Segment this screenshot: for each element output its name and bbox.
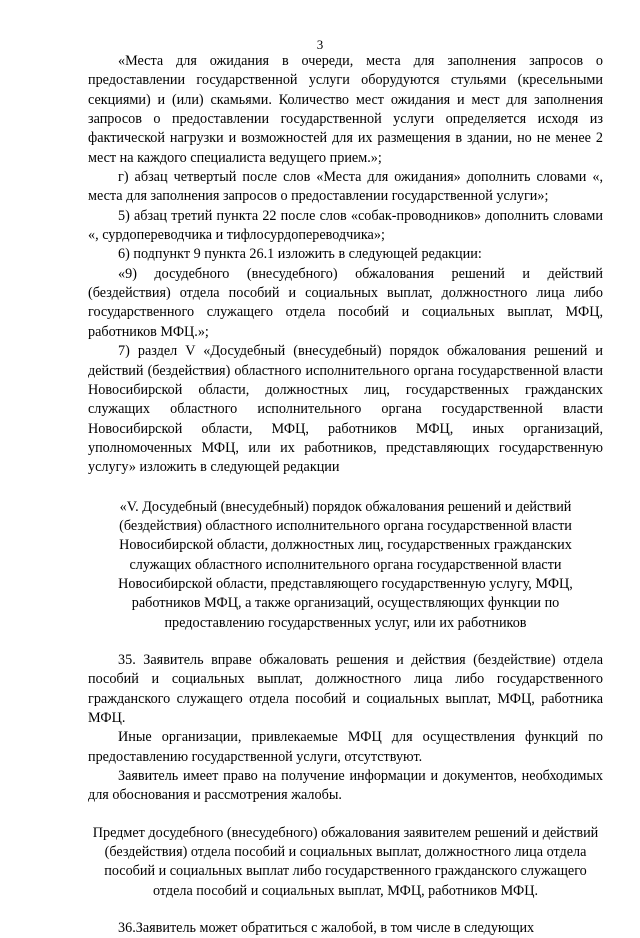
paragraph: Заявитель имеет право на получение информации и документов, необходимых для обоснования и рассмотрения жалобы.: [88, 768, 603, 804]
spacer: [88, 901, 603, 919]
paragraph: «9) досудебного (внесудебного) обжалования решений и действий (бездействия) отдела пособий и социальных выплат, должностного лица либо государственного служащего отдела пособий и социальных выплат, МФЦ, работников МФЦ.»;: [88, 265, 603, 340]
spacer: [88, 478, 603, 498]
paragraph: 7) раздел V «Досудебный (внесудебный) порядок обжалования решений и действий (бездействия) областного исполнительного органа государственной власти Новосибирской области, должностных лиц, государственных гражданских служащих областного исполнительного органа государственной власти Новосибирской области, МФЦ, работников МФЦ, иных организаций, уполномоченных МФЦ, или их работников, представляющих государственную услугу» изложить в следующей редакции: [88, 343, 603, 476]
paragraph: «Места для ожидания в очереди, места для заполнения запросов о предоставлении государственной услуги оборудуются стульями (кресельными секциями) и (или) скамьями. Количество мест ожидания и мест для заполнения запросов о предоставлении государственной услуги определяется исходя из фактической нагрузки и возможностей для их размещения в здании, но не менее 2 мест на каждого специалиста ведущего прием.»;: [88, 53, 603, 166]
section-heading: «V. Досудебный (внесудебный) порядок обжалования решений и действий (бездействия) областного исполнительного органа государственной власти Новосибирской области, должностных лиц, государственных гражданских служащих областного исполнительного органа государственной власти Новосибирской области, представляющего государственную услугу, МФЦ, работников МФЦ, а также организаций, осуществляющих функции по предоставлению государственных услуг, или их работников: [118, 498, 573, 631]
document-body: [88, 52, 603, 938]
paragraph: 35. Заявитель вправе обжаловать решения и действия (бездействие) отдела пособий и социальных выплат, должностного лица либо государственного гражданского служащего отдела пособий и социальных выплат, МФЦ, работника МФЦ.: [88, 651, 603, 726]
paragraph: Иные организации, привлекаемые МФЦ для осуществления функций по предоставлению государственной услуги, отсутствуют.: [88, 729, 603, 765]
page-number: 3: [316, 37, 324, 52]
subheading: Предмет досудебного (внесудебного) обжалования заявителем решений и действий (бездействия) отдела пособий и социальных выплат, должностного лица отдела пособий и социальных выплат либо государственного гражданского служащего отдела пособий и социальных выплат, МФЦ, работников МФЦ.: [92, 824, 599, 899]
spacer: [88, 633, 603, 651]
paragraph: г) абзац четвертый после слов «Места для ожидания» дополнить словами «, места для заполнения запросов о предоставлении государственной услуги»;: [88, 169, 603, 205]
spacer: [88, 806, 603, 824]
paragraph: 5) абзац третий пункта 22 после слов «собак-проводников» дополнить словами «, сурдопереводчика и тифлосурдопереводчика»;: [88, 207, 603, 244]
paragraph: 6) подпункт 9 пункта 26.1 изложить в следующей редакции:: [118, 246, 482, 263]
paragraph: 36.Заявитель может обратиться с жалобой, в том числе в следующих: [118, 920, 535, 937]
